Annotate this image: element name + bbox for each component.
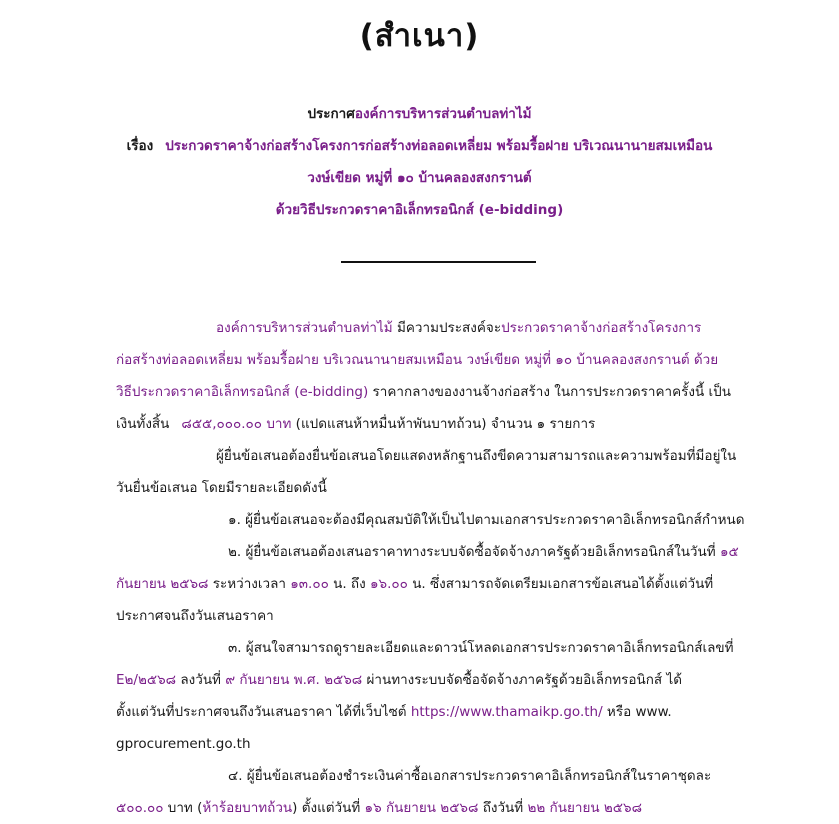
text: เงินทั้งสิ้น [116, 416, 170, 432]
project-text: ประกวดราคาจ้างก่อสร้างโครงการ [501, 320, 702, 336]
copy-label: (สำเนา) [359, 18, 480, 54]
text: ตั้งแต่วันที่ประกาศจนถึงวันเสนอราคา ได้ที่เว็บไซต์ [116, 704, 411, 720]
item-1: ๑. ผู้ยื่นข้อเสนอจะต้องมีคุณสมบัติให้เป็นไปตามเอกสารประกวดราคาอิเล็กทรอนิกส์กำหนด [228, 512, 745, 528]
header-line-2 [0, 130, 839, 162]
date-text: ๑๖ กันยายน ๒๕๖๘ [364, 800, 479, 816]
header-line-3: วงษ์เขียด หมู่ที่ ๑๐ บ้านคลองสงกรานต์ [307, 170, 532, 186]
text: ถึงวันที่ [478, 800, 528, 816]
date-text: ๙ กันยายน พ.ศ. ๒๕๖๘ [225, 672, 363, 688]
item-2-line1 [116, 536, 756, 568]
time-text: ๑๓.๐๐ [290, 576, 329, 592]
para2-line1: ผู้ยื่นข้อเสนอต้องยื่นข้อเสนอโดยแสดงหลักฐานถึงขีดความสามารถและความพร้อมที่มีอยู่ใน [216, 448, 737, 464]
date-text: ๑๕ [715, 544, 739, 560]
text: ๒. ผู้ยื่นข้อเสนอต้องเสนอราคาทางระบบจัดซื้อจัดจ้างภาครัฐด้วยอิเล็กทรอนิกส์ในวันที่ [228, 544, 716, 560]
announcement-body [116, 312, 756, 824]
para1-line3 [116, 376, 756, 408]
text: น. ซึ่งสามารถจัดเตรียมเอกสารข้อเสนอได้ตั้งแต่วันที่ [407, 576, 714, 592]
fee-amount: ๕๐๐.๐๐ [116, 800, 164, 816]
item-4-line1: ๔. ผู้ยื่นข้อเสนอต้องชำระเงินค่าซื้อเอกสารประกวดราคาอิเล็กทรอนิกส์ในราคาชุดละ [228, 768, 712, 784]
header-subject-word: เรื่อง [126, 138, 154, 154]
time-text: ๑๖.๐๐ [369, 576, 408, 592]
para1-line2 [116, 344, 756, 376]
date-text: ๒๒ กันยายน ๒๕๖๘ [527, 800, 642, 816]
method-text: วิธีประกวดราคาอิเล็กทรอนิกส์ (e-bidding) [116, 384, 369, 400]
text: ลงวันที่ [176, 672, 226, 688]
text: น. ถึง [328, 576, 370, 592]
para2-line2: วันยื่นข้อเสนอ โดยมีรายละเอียดดังนี้ [116, 480, 327, 496]
header-organization: องค์การบริหารส่วนตำบลท่าไม้ [354, 106, 532, 122]
header-subject: ประกวดราคาจ้างก่อสร้างโครงการก่อสร้างท่อลอดเหลี่ยม พร้อมรื้อฝาย บริเวณนานายสมเหมือน [165, 138, 713, 154]
header-divider [341, 261, 536, 263]
text: (แปดแสนห้าหมื่นห้าพันบาทถ้วน) จำนวน ๑ รายการ [291, 416, 596, 432]
text: ด้วย [689, 352, 719, 368]
item-3-line2 [116, 664, 756, 696]
org-name: องค์การบริหารส่วนตำบลท่าไม้ [216, 320, 393, 336]
header-announce-word: ประกาศ [307, 106, 355, 122]
text: บาท ( [163, 800, 203, 816]
project-text: ก่อสร้างท่อลอดเหลี่ยม พร้อมรื้อฝาย บริเวณนานายสมเหมือน วงษ์เขียด หมู่ที่ ๑๐ บ้านคลองสงกรานต์ [116, 352, 690, 368]
para1-line4 [116, 408, 756, 440]
para1-line1 [116, 312, 756, 344]
item-2-line2 [116, 568, 756, 600]
header-line-4: ด้วยวิธีประกวดราคาอิเล็กทรอนิกส์ (e-bidding) [275, 202, 564, 218]
text: มีความประสงค์จะ [392, 320, 502, 336]
item-2-line3: ประกาศจนถึงวันเสนอราคา [116, 608, 274, 624]
announcement-header [0, 98, 839, 226]
item-3-line3 [116, 696, 756, 728]
text: หรือ www. [602, 704, 672, 720]
budget-amount: ๘๕๕,๐๐๐.๐๐ บาท [181, 416, 292, 432]
date-text: กันยายน ๒๕๖๘ [116, 576, 209, 592]
item-3-line1: ๓. ผู้สนใจสามารถดูรายละเอียดและดาวน์โหลดเอกสารประกวดราคาอิเล็กทรอนิกส์เลขที่ [228, 640, 734, 656]
text: ผ่านทางระบบจัดซื้อจัดจ้างภาครัฐด้วยอิเล็กทรอนิกส์ ได้ [362, 672, 683, 688]
text: ราคากลางของงานจ้างก่อสร้าง ในการประกวดราคาครั้งนี้ เป็น [368, 384, 731, 400]
website-link[interactable]: https://www.thamaikp.go.th/ [410, 704, 603, 720]
text: ระหว่างเวลา [208, 576, 291, 592]
text: ) ตั้งแต่วันที่ [292, 800, 365, 816]
document-number: E๒/๒๕๖๘ [116, 672, 177, 688]
item-4-line2 [116, 792, 756, 824]
header-line-1 [0, 98, 839, 130]
fee-words: ห้าร้อยบาทถ้วน [202, 800, 293, 816]
item-3-line4: gprocurement.go.th [116, 736, 251, 752]
